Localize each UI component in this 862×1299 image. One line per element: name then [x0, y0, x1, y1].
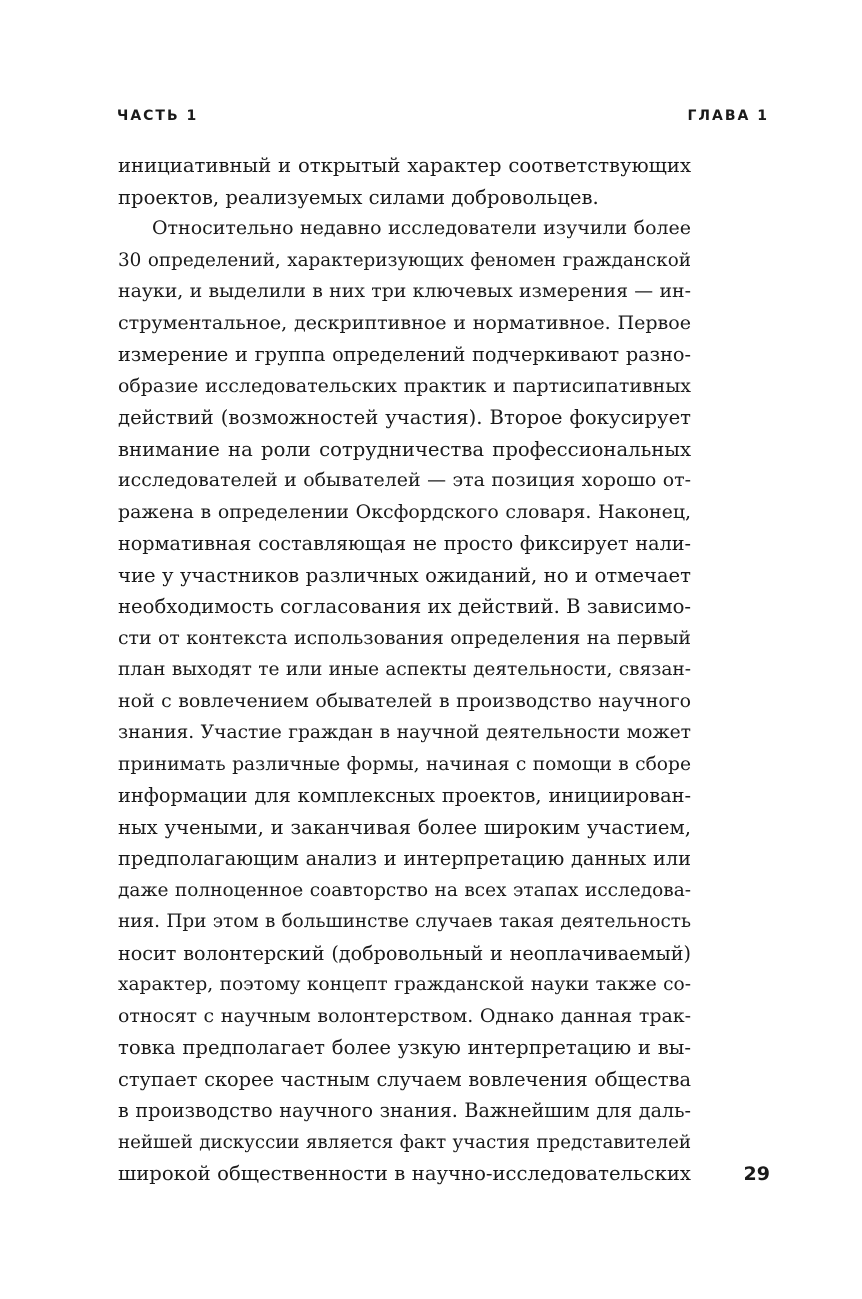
text-line: в производство научного знания. Важнейшим для даль-: [118, 1099, 691, 1122]
text-line: относят с научным волонтерством. Однако данная трак-: [118, 1004, 691, 1027]
text-line: нормативная составляющая не просто фиксирует нали-: [118, 532, 691, 555]
text-line: информации для комплексных проектов, инициирован-: [118, 784, 691, 807]
text-line: носит волонтерский (добровольный и неоплачиваемый): [118, 941, 691, 965]
text-line: нейшей дискуссии является факт участия представителей: [118, 1131, 691, 1153]
text-line: чие у участников различных ожиданий, но и отмечает: [118, 563, 691, 587]
text-line: образие исследовательских практик и партисипативных: [118, 374, 691, 397]
running-head-chapter: ГЛАВА 1: [687, 108, 769, 124]
text-line: Относительно недавно исследователи изучили более: [152, 217, 691, 239]
text-line: инициативный и открытый характер соответствующих: [118, 154, 691, 177]
text-line: предполагающим анализ и интерпретацию данных или: [118, 847, 691, 870]
text-line: науки, и выделили в них три ключевых измерения — ин-: [118, 280, 691, 302]
text-line: ной с вовлечением обывателей в производство научного: [118, 689, 691, 712]
text-line: действий (возможностей участия). Второе фокусирует: [118, 406, 691, 429]
text-line: принимать различные формы, начиная с помощи в сборе: [118, 753, 691, 775]
text-line: проектов, реализуемых силами добровольцев.: [118, 185, 599, 209]
text-line: ступает скорее частным случаем вовлечения общества: [118, 1067, 691, 1091]
text-line: даже полноценное соавторство на всех этапах исследова-: [118, 879, 691, 901]
text-line: знания. Участие граждан в научной деятельности может: [118, 722, 691, 743]
text-line: исследователей и обывателей — эта позиция хорошо от-: [118, 469, 691, 491]
text-line: ния. При этом в большинстве случаев такая деятельность: [118, 911, 691, 932]
text-line: широкой общественности в научно-исследовательских: [118, 1162, 691, 1185]
text-line: сти от контекста использования определения на первый: [118, 627, 691, 649]
text-line: внимание на роли сотрудничества профессиональных: [118, 437, 691, 461]
text-line: характер, поэтому концепт гражданской науки также со-: [118, 974, 691, 995]
text-line: 30 определений, характеризующих феномен гражданской: [118, 249, 691, 271]
body-text: [118, 150, 691, 1190]
text-line: ных учеными, и заканчивая более широким участием,: [118, 815, 691, 839]
running-head-part: ЧАСТЬ 1: [117, 108, 199, 124]
text-line: план выходят те или иные аспекты деятельности, связан-: [118, 659, 691, 680]
text-line: товка предполагает более узкую интерпретацию и вы-: [118, 1036, 691, 1059]
text-line: струментальное, дескриптивное и нормативное. Первое: [118, 311, 691, 334]
text-line: ражена в определении Оксфордского словаря. Наконец,: [118, 500, 691, 523]
text-line: измерение и группа определений подчеркивают разно-: [118, 343, 691, 366]
text-line: необходимость согласования их действий. В зависимо-: [118, 595, 691, 618]
page-number: 29: [743, 1163, 770, 1185]
